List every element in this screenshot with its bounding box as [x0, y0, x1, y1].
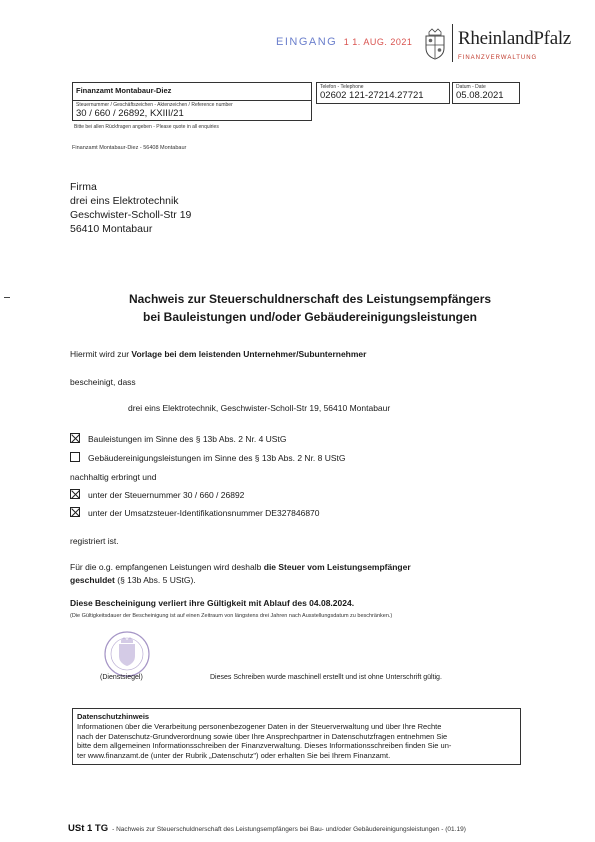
- machine-generated-note: Dieses Schreiben wurde maschinell erstellt und ist ohne Unterschrift gültig.: [210, 674, 442, 681]
- recipient-line: Firma: [70, 181, 97, 193]
- consequence-prefix: Für die o.g. empfangenen Leistungen wird deshalb: [70, 562, 264, 572]
- privacy-line: Informationen über die Verarbeitung personenbezogener Daten in der Steuerverwaltung und über Ihre Rechte: [77, 722, 442, 731]
- privacy-line: bitte dem allgemeinen Informationsschreiben der Finanzverwaltung. Dieses Informationsschreiben finden Sie un-: [77, 741, 452, 751]
- option-cleaning: [70, 452, 346, 463]
- recipient-line: drei eins Elektrotechnik: [70, 195, 179, 207]
- logo-wordmark: RheinlandPfalz: [458, 28, 571, 49]
- validity-text: Diese Bescheinigung verliert ihre Gültigkeit mit Ablauf des 04.08.2024.: [70, 598, 355, 608]
- recipient-address: [70, 180, 191, 236]
- checkbox-checked-icon: [70, 507, 80, 517]
- tax-office-box: [72, 82, 312, 121]
- received-stamp-label: EINGANG: [276, 36, 338, 48]
- option-label: Bauleistungen im Sinne des § 13b Abs. 2 Nr. 4 UStG: [88, 434, 287, 444]
- tax-office-name: Finanzamt Montabaur-Diez: [73, 83, 311, 101]
- privacy-title: Datenschutzhinweis: [77, 712, 150, 721]
- option-construction: [70, 433, 286, 444]
- registered-text: registriert ist.: [70, 536, 119, 546]
- form-title: - Nachweis zur Steuerschuldnerschaft des Leistungsempfängers bei Bau- und/oder Gebäudereinigungsleistungen - (01.19): [112, 826, 466, 833]
- logo-subtitle: FINANZVERWALTUNG: [458, 55, 538, 61]
- phone-value: 02602 121-27214.27721: [320, 90, 424, 101]
- consequence-suffix: (§ 13b Abs. 5 UStG).: [114, 575, 196, 585]
- certify-text: bescheinigt, dass: [70, 377, 136, 387]
- fold-mark: [4, 297, 10, 298]
- tax-number-value: 30 / 660 / 26892, KXIII/21: [76, 108, 184, 119]
- quote-note: Bitte bei allen Rückfragen angeben - Please quote in all enquiries: [74, 124, 219, 130]
- recipient-line: Geschwister-Scholl-Str 19: [70, 209, 192, 221]
- checkbox-unchecked-icon: [70, 452, 80, 462]
- checkbox-checked-icon: [70, 433, 80, 443]
- intro-prefix: Hiermit wird zur: [70, 349, 132, 359]
- tax-number-label: Steuernummer / Geschäftszeichen - Aktenzeichen / Reference number: [76, 102, 233, 108]
- sender-line: Finanzamt Montabaur-Diez - 56408 Montabaur: [72, 145, 187, 151]
- received-stamp: [276, 36, 412, 48]
- form-code: USt 1 TG: [68, 823, 109, 834]
- logo-divider: [452, 24, 453, 62]
- privacy-line: nach der Datenschutz-Grundverordnung sowie über Ihre Ansprechpartner in Datenschutzfragen entnehmen Sie: [77, 731, 448, 741]
- consequence-text: [70, 561, 530, 587]
- privacy-line: ter www.finanzamt.de (unter der Rubrik „Datenschutz") oder erhalten Sie bei Ihrem Finanzamt.: [77, 750, 391, 760]
- intro-text: [70, 349, 366, 359]
- consequence-bold: geschuldet: [70, 575, 115, 585]
- document-title: [60, 290, 560, 326]
- date-label: Datum - Date: [456, 84, 486, 90]
- consequence-bold: die Steuer vom Leistungsempfänger: [263, 562, 411, 572]
- title-line: Nachweis zur Steuerschuldnerschaft des Leistungsempfängers: [128, 292, 492, 306]
- received-stamp-date: 1 1. AUG. 2021: [343, 37, 413, 47]
- title-line: bei Bauleistungen und/oder Gebäudereinigungsleistungen: [142, 310, 478, 324]
- form-footer: [68, 823, 466, 834]
- company-line: drei eins Elektrotechnik, Geschwister-Scholl-Str 19, 56410 Montabaur: [128, 403, 391, 413]
- privacy-notice: [72, 708, 521, 765]
- date-value: 05.08.2021: [456, 90, 504, 101]
- seal-label: (Dienstsiegel): [100, 674, 143, 681]
- phone-box: [316, 82, 450, 104]
- checkbox-checked-icon: [70, 489, 80, 499]
- coat-of-arms-icon: [422, 28, 448, 60]
- validity-note: (Die Gültigkeitsdauer der Bescheinigung ist auf einen Zeitraum von längstens drei Jahren nach Ausstellungsdatum zu beschränken.): [70, 613, 393, 619]
- date-box: [452, 82, 520, 104]
- registration-tax-number: [70, 489, 244, 500]
- option-label: Gebäudereinigungsleistungen im Sinne des § 13b Abs. 2 Nr. 8 UStG: [88, 453, 346, 463]
- phone-label: Telefon - Telephone: [320, 84, 364, 90]
- sustained-text: nachhaltig erbringt und: [70, 472, 157, 482]
- intro-bold: Vorlage bei dem leistenden Unternehmer/Subunternehmer: [131, 349, 367, 359]
- recipient-line: 56410 Montabaur: [70, 223, 153, 235]
- registration-vat-id: [70, 507, 320, 518]
- registration-label: unter der Steuernummer 30 / 660 / 26892: [88, 490, 245, 500]
- registration-label: unter der Umsatzsteuer-Identifikationsnummer DE327846870: [88, 508, 320, 518]
